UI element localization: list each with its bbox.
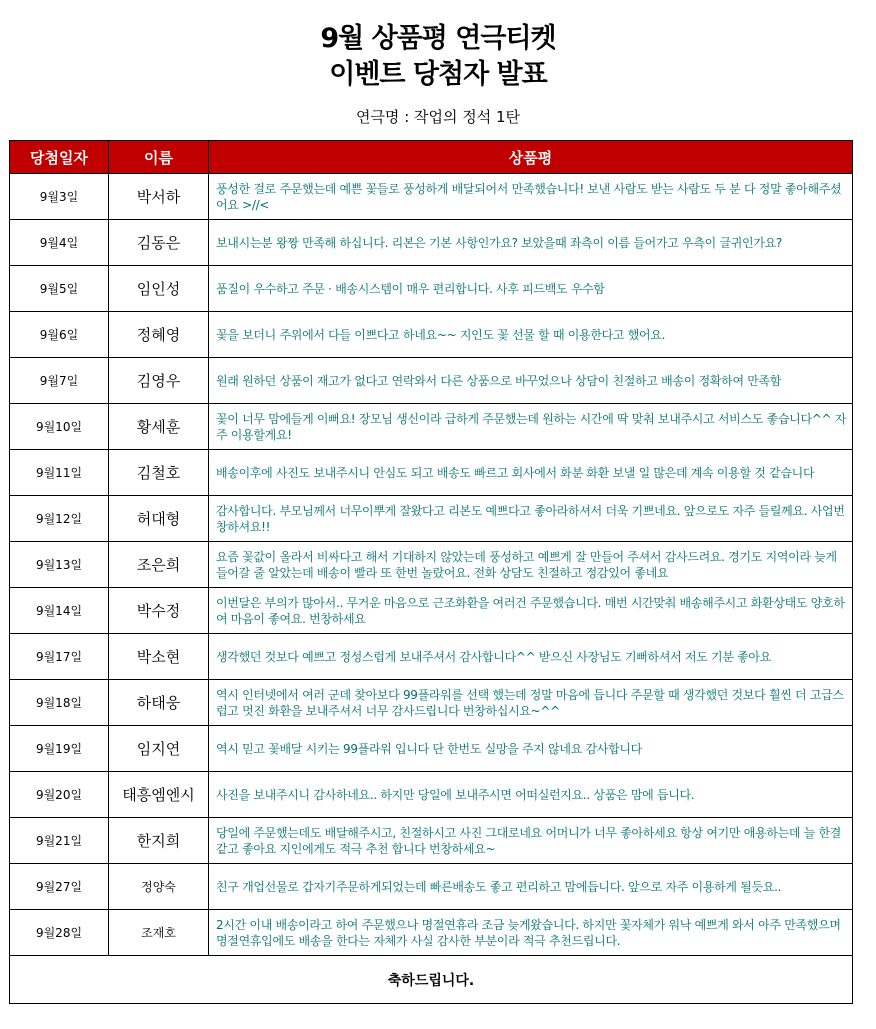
row-date: 9월19일: [10, 726, 109, 772]
row-name: 김철호: [109, 450, 209, 496]
table-row: [10, 450, 853, 496]
row-name: 임인성: [109, 266, 209, 312]
table-row: [10, 818, 853, 864]
row-date: 9월5일: [10, 266, 109, 312]
table-row: [10, 772, 853, 818]
row-date: 9월21일: [10, 818, 109, 864]
row-date: 9월3일: [10, 174, 109, 220]
row-name: 박서하: [109, 174, 209, 220]
table-row: [10, 680, 853, 726]
row-review: 품질이 우수하고 주문 · 배송시스템이 매우 편리합니다. 사후 피드백도 우수함: [209, 266, 853, 312]
table-header-row: [10, 141, 853, 174]
congratulations-text: 축하드립니다.: [10, 956, 853, 1004]
row-date: 9월7일: [10, 358, 109, 404]
row-name: 조재호: [109, 910, 209, 956]
row-review: 사진을 보내주시니 감사하네요.. 하지만 당일에 보내주시면 어떠실런지요.. 상품은 맘에 듭니다.: [209, 772, 853, 818]
column-header-name: 이름: [109, 141, 209, 174]
row-review: 감사합니다. 부모님께서 너무이뿌게 잘왔다고 리본도 예쁘다고 좋아라하셔서 더욱 기쁘네요. 앞으로도 자주 들릴께요. 사업번창하셔요!!: [209, 496, 853, 542]
table-row: [10, 726, 853, 772]
row-review: 요즘 꽃값이 올라서 비싸다고 해서 기대하지 않았는데 풍성하고 예쁘게 잘 만들어 주셔서 감사드려요. 경기도 지역이라 늦게 들어갈 줄 알았는데 배송이 빨라 또 한번 놀랐어요. 전화 상담도 친절하고 정감있어 좋네요: [209, 542, 853, 588]
row-review: 역시 인터넷에서 여러 군데 찾아보다 99플라워를 선택 했는데 정말 마음에 듭니다 주문할 때 생각했던 것보다 훨씬 더 고급스럽고 멋진 화환을 보내주셔서 너무 감사드립니다 번창하십시요~^^: [209, 680, 853, 726]
winners-table: [9, 140, 853, 1004]
table-row: [10, 910, 853, 956]
row-review: 보내시는분 왕짱 만족해 하십니다. 리본은 기본 사항인가요? 보았을때 좌측이 이름 들어가고 우측이 글귀인가요?: [209, 220, 853, 266]
page-title-line1: 9월 상품평 연극티켓: [320, 23, 556, 54]
table-row: [10, 404, 853, 450]
row-name: 정혜영: [109, 312, 209, 358]
row-name: 김동은: [109, 220, 209, 266]
table-row: [10, 542, 853, 588]
row-date: 9월13일: [10, 542, 109, 588]
row-review: 이번달은 부의가 많아서.. 무거운 마음으로 근조화환을 여러건 주문했습니다. 매번 시간맞춰 배송해주시고 화환상태도 양호하여 마음이 좋여요. 번창하세요: [209, 588, 853, 634]
table-row: [10, 634, 853, 680]
row-name: 태흥엠엔시: [109, 772, 209, 818]
table-row: [10, 496, 853, 542]
row-review: 역시 믿고 꽃배달 시키는 99플라워 입니다 단 한번도 실망을 주지 않네요 감사합니다: [209, 726, 853, 772]
column-header-review: 상품평: [209, 141, 853, 174]
row-date: 9월10일: [10, 404, 109, 450]
row-date: 9월11일: [10, 450, 109, 496]
row-review: 풍성한 걸로 주문했는데 예쁜 꽃들로 풍성하게 배달되어서 만족했습니다! 보낸 사람도 받는 사람도 두 분 다 정말 좋아해주셨어요 >//<: [209, 174, 853, 220]
row-date: 9월17일: [10, 634, 109, 680]
table-row: [10, 266, 853, 312]
row-name: 박소현: [109, 634, 209, 680]
table-row: [10, 312, 853, 358]
row-name: 김영우: [109, 358, 209, 404]
row-name: 박수정: [109, 588, 209, 634]
table-footer-row: [10, 956, 853, 1004]
row-review: 2시간 이내 배송이라고 하여 주문했으나 명절연휴라 조금 늦게왔습니다. 하지만 꽃자체가 워낙 예쁘게 와서 아주 만족했으며 명절연휴입에도 배송을 한다는 자체가 사실 감사한 부분이라 적극 추천드립니다.: [209, 910, 853, 956]
row-review: 꽃이 너무 맘에들게 이뻐요! 장모님 생신이라 급하게 주문했는데 원하는 시간에 딱 맞춰 보내주시고 서비스도 좋습니다^^ 자주 이용할게요!: [209, 404, 853, 450]
row-name: 하태웅: [109, 680, 209, 726]
table-row: [10, 588, 853, 634]
page-title-line2: 이벤트 당첨자 발표: [329, 59, 547, 90]
row-date: 9월28일: [10, 910, 109, 956]
row-name: 허대형: [109, 496, 209, 542]
row-date: 9월4일: [10, 220, 109, 266]
row-date: 9월12일: [10, 496, 109, 542]
row-name: 황세훈: [109, 404, 209, 450]
table-row: [10, 174, 853, 220]
row-review: 배송이후에 사진도 보내주시니 안심도 되고 배송도 빠르고 회사에서 화분 화환 보낼 일 많은데 계속 이용할 것 같습니다: [209, 450, 853, 496]
play-name: 연극명 : 작업의 정석 1탄: [355, 108, 521, 126]
row-date: 9월20일: [10, 772, 109, 818]
row-name: 정양숙: [109, 864, 209, 910]
table-row: [10, 220, 853, 266]
row-name: 조은희: [109, 542, 209, 588]
row-name: 임지연: [109, 726, 209, 772]
row-review: 꽃을 보더니 주위에서 다들 이쁘다고 하네요~~ 지인도 꽃 선물 할 때 이용한다고 했어요.: [209, 312, 853, 358]
row-review: 친구 개업선물로 갑자기주문하게되었는데 빠른배송도 좋고 편리하고 맘에듭니다. 앞으로 자주 이용하게 될듯요..: [209, 864, 853, 910]
table-row: [10, 358, 853, 404]
row-date: 9월18일: [10, 680, 109, 726]
row-review: 당일에 주문했는데도 배달해주시고, 친절하시고 사진 그대로네요 어머니가 너무 좋아하세요 항상 여기만 애용하는데 늘 한결같고 좋아요 지인에게도 적극 추천 합니다 번창하세요~: [209, 818, 853, 864]
column-header-date: 당첨일자: [10, 141, 109, 174]
table-row: [10, 864, 853, 910]
row-review: 원래 원하던 상품이 재고가 없다고 연락와서 다른 상품으로 바꾸었으나 상담이 친절하고 배송이 정확하여 만족함: [209, 358, 853, 404]
row-name: 한지희: [109, 818, 209, 864]
row-date: 9월14일: [10, 588, 109, 634]
row-date: 9월6일: [10, 312, 109, 358]
row-date: 9월27일: [10, 864, 109, 910]
row-review: 생각했던 것보다 예쁘고 정성스럽게 보내주셔서 감사합니다^^ 받으신 사장님도 기뻐하셔서 저도 기분 좋아요: [209, 634, 853, 680]
